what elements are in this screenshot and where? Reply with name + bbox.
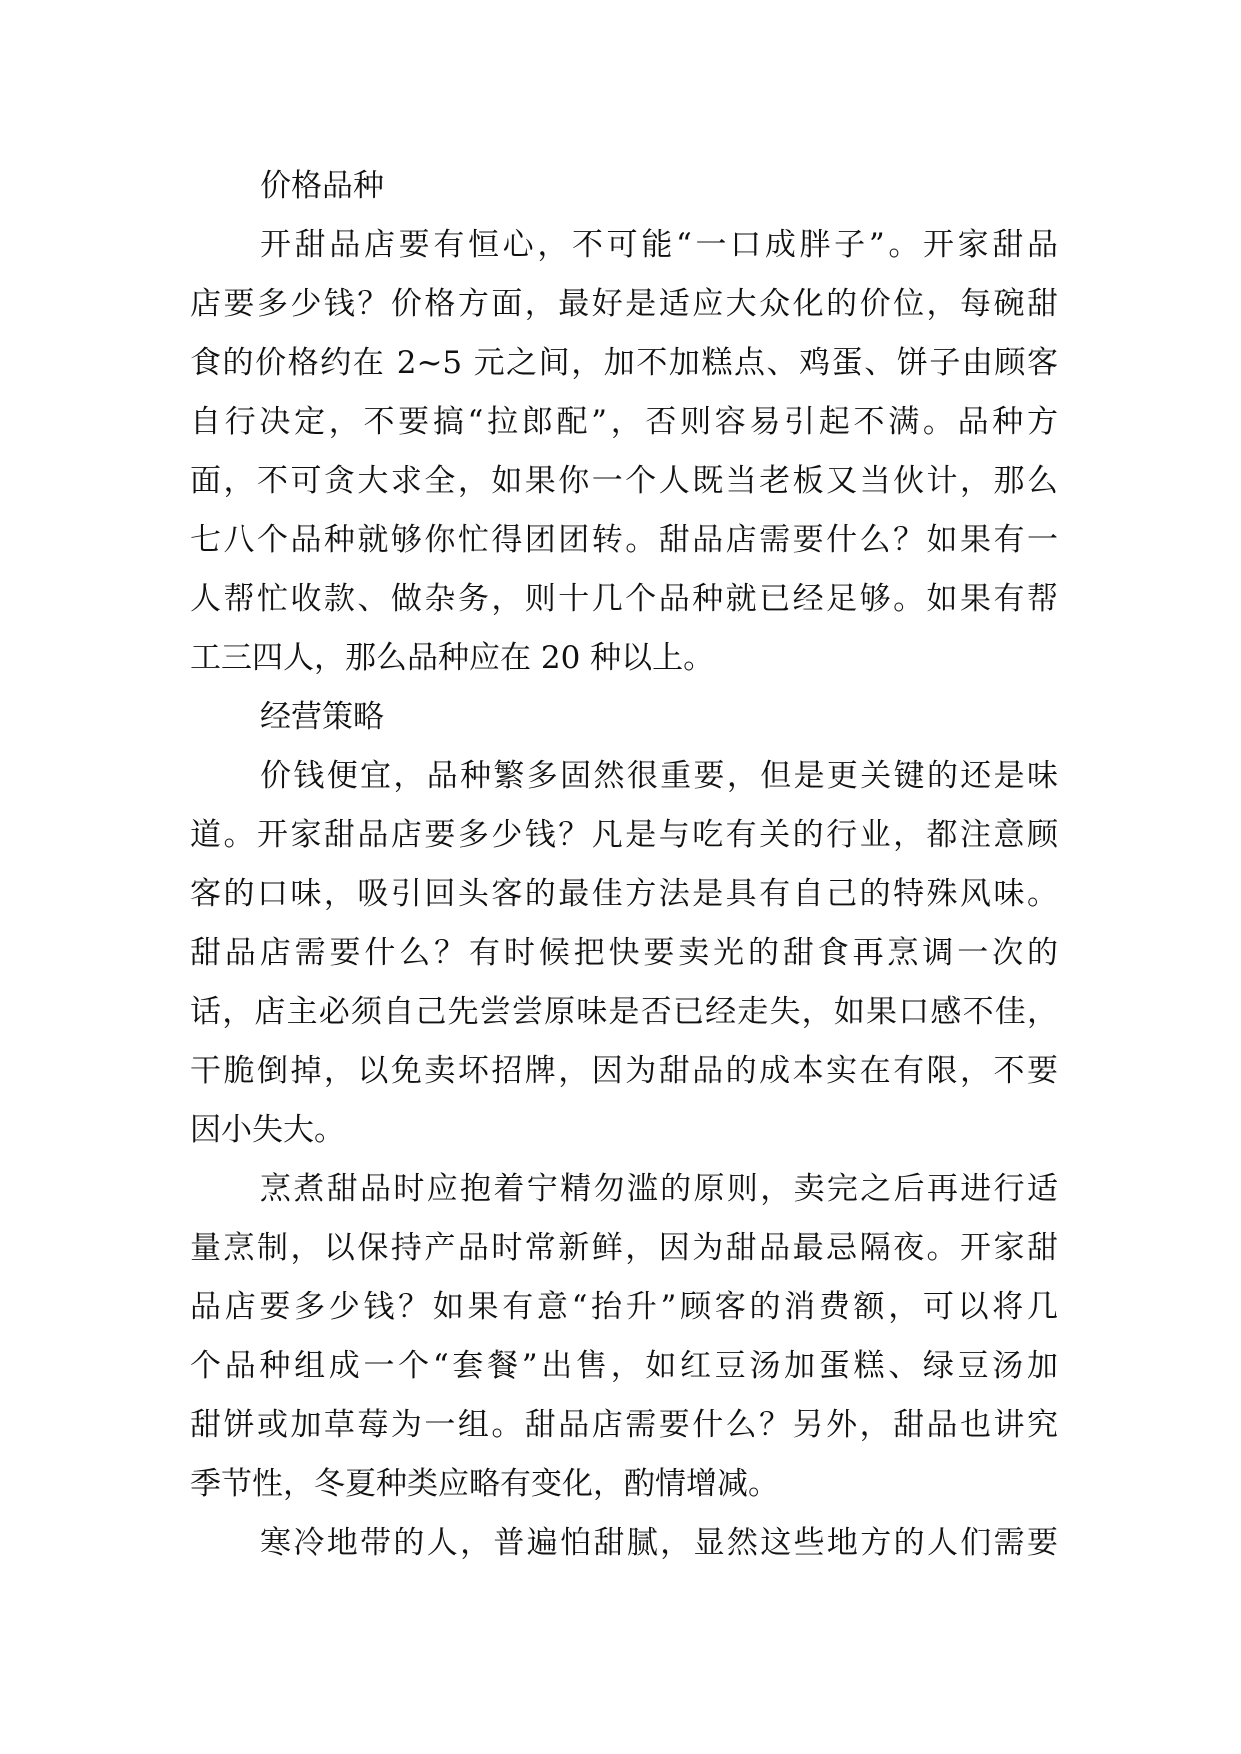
paragraph-line: 食的价格约在 2~5 元之间，加不加糕点、鸡蛋、饼子由顾客 — [190, 345, 1058, 381]
paragraph-line: 因小失大。 — [190, 1112, 345, 1148]
paragraph-line: 寒冷地带的人，普遍怕甜腻，显然这些地方的人们需要 — [260, 1525, 1058, 1561]
paragraph — [190, 1160, 1058, 1514]
paragraph — [190, 216, 1058, 688]
paragraph-line: 人帮忙收款、做杂务，则十几个品种就已经足够。如果有帮 — [190, 581, 1058, 617]
paragraph-line: 工三四人，那么品种应在 20 种以上。 — [190, 640, 715, 676]
paragraph-line: 道。开家甜品店要多少钱？凡是与吃有关的行业，都注意顾 — [190, 817, 1058, 853]
paragraph-line: 甜品店需要什么？有时候把快要卖光的甜食再烹调一次的 — [190, 935, 1058, 971]
paragraph-line: 价钱便宜，品种繁多固然很重要，但是更关键的还是味 — [260, 758, 1058, 794]
paragraph-line: 话，店主必须自己先尝尝原味是否已经走失，如果口感不佳， — [190, 994, 1058, 1030]
paragraph-line: 个品种组成一个“套餐”出售，如红豆汤加蛋糕、绿豆汤加 — [190, 1348, 1058, 1384]
paragraph — [190, 747, 1058, 1160]
paragraph-line: 自行决定，不要搞“拉郎配”，否则容易引起不满。品种方 — [190, 404, 1058, 440]
paragraph-line: 量烹制，以保持产品时常新鲜，因为甜品最忌隔夜。开家甜 — [190, 1230, 1058, 1266]
section-heading: 经营策略 — [260, 699, 384, 735]
paragraph-line: 品店要多少钱？如果有意“抬升”顾客的消费额，可以将几 — [190, 1289, 1058, 1325]
document-body — [190, 157, 1058, 1573]
paragraph-line: 烹煮甜品时应抱着宁精勿滥的原则，卖完之后再进行适 — [260, 1171, 1058, 1207]
section-heading: 价格品种 — [260, 168, 384, 204]
paragraph — [190, 1514, 1058, 1573]
paragraph-line: 干脆倒掉，以免卖坏招牌，因为甜品的成本实在有限，不要 — [190, 1053, 1058, 1089]
paragraph-line: 季节性，冬夏种类应略有变化，酌情增减。 — [190, 1466, 779, 1502]
paragraph-line: 开甜品店要有恒心，不可能“一口成胖子”。开家甜品 — [260, 227, 1058, 263]
paragraph-line: 七八个品种就够你忙得团团转。甜品店需要什么？如果有一 — [190, 522, 1058, 558]
paragraph-line: 客的口味，吸引回头客的最佳方法是具有自己的特殊风味。 — [190, 876, 1058, 912]
paragraph-line: 店要多少钱？价格方面，最好是适应大众化的价位，每碗甜 — [190, 286, 1058, 322]
paragraph-line: 甜饼或加草莓为一组。甜品店需要什么？另外，甜品也讲究 — [190, 1407, 1058, 1443]
paragraph-line: 面，不可贪大求全，如果你一个人既当老板又当伙计，那么 — [190, 463, 1058, 499]
